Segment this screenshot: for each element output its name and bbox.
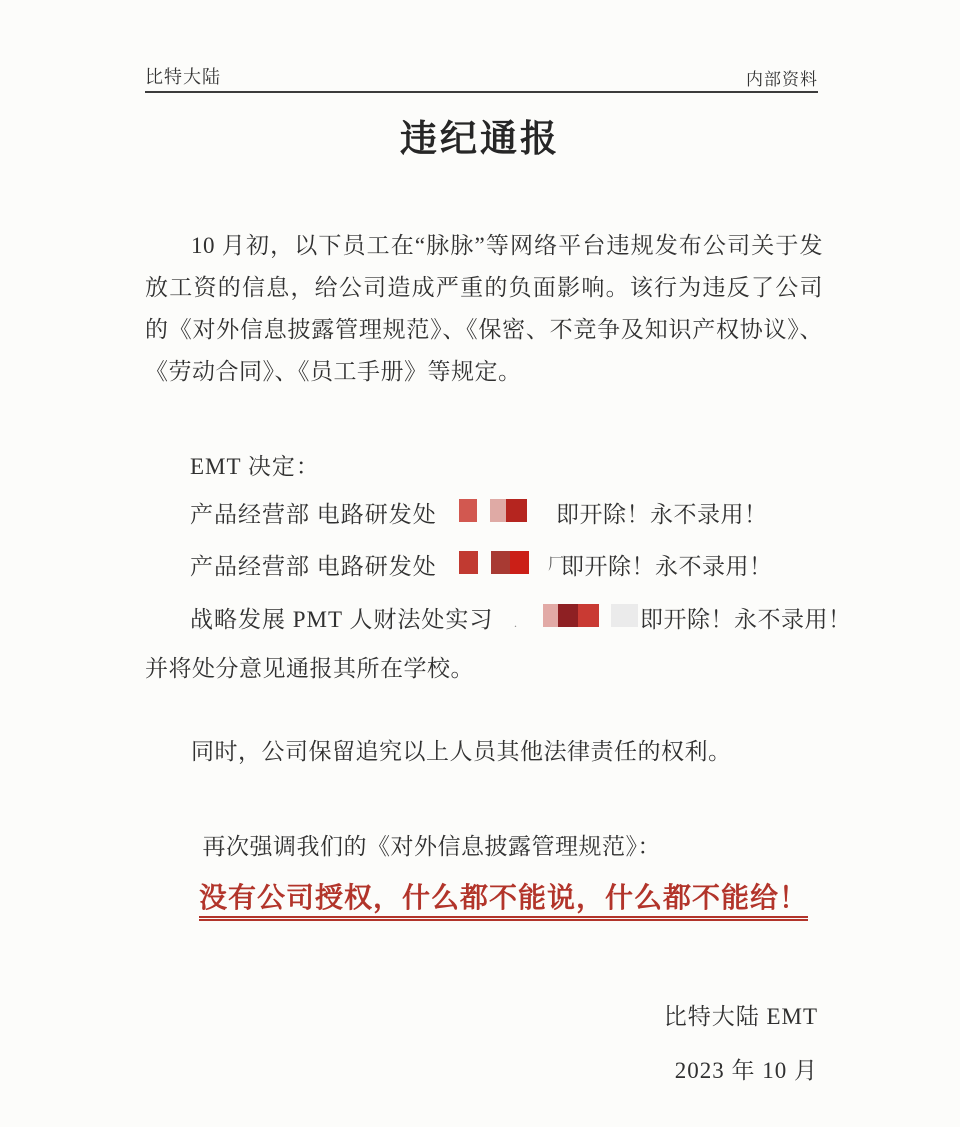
emt-decision-heading: EMT 决定：: [190, 454, 320, 479]
redaction-block: [459, 551, 478, 574]
decision-row-verdict: 即开除！永不录用！: [556, 502, 768, 527]
redaction-block: [506, 499, 527, 522]
emphasis-slogan: [199, 876, 808, 916]
emphasis-slogan-text: 没有公司授权，什么都不能说，什么都不能给！: [199, 883, 808, 921]
redaction-artifact: .: [514, 616, 517, 630]
redaction-block: [578, 604, 599, 627]
decision-row-verdict: 即开除！永不录用！: [561, 554, 773, 579]
paragraph-intro: 10 月初，以下员工在“脉脉”等网络平台违规发布公司关于发放工资的信息，给公司造成严重的负面影响。该行为违反了公司的《对外信息披露管理规范》、《保密、不竞争及知识产权协议》、《劳动合同》、《员工手册》等规定。: [145, 233, 823, 384]
page-title: 违纪通报: [400, 119, 560, 160]
redaction-block: [543, 604, 558, 627]
header-divider: [145, 91, 818, 93]
decision-row-verdict: 即开除！永不录用！: [640, 607, 852, 632]
redaction-artifact: 厂: [548, 556, 565, 573]
decision-row-dept: 产品经营部 电路研发处: [190, 554, 437, 579]
redaction-block: [491, 551, 510, 574]
header-company-name: 比特大陆: [145, 67, 221, 87]
decision-note: 并将处分意见通报其所在学校。: [145, 656, 474, 681]
paragraph-rights: 同时，公司保留追究以上人员其他法律责任的权利。: [191, 739, 732, 764]
paragraph-reemphasize: 再次强调我们的《对外信息披露管理规范》：: [202, 834, 661, 859]
signature-line: 比特大陆 EMT: [663, 1004, 818, 1029]
redaction-block: [459, 499, 477, 522]
decision-row-dept: 战略发展 PMT 人财法处实习: [190, 607, 494, 632]
redaction-block: [510, 551, 529, 574]
header-classification-label: 内部资料: [746, 70, 818, 89]
redaction-block: [490, 499, 506, 522]
redaction-block: [558, 604, 578, 627]
decision-row-dept: 产品经营部 电路研发处: [190, 502, 437, 527]
redaction-block: [611, 604, 638, 627]
date-line: 2023 年 10 月: [674, 1058, 818, 1083]
